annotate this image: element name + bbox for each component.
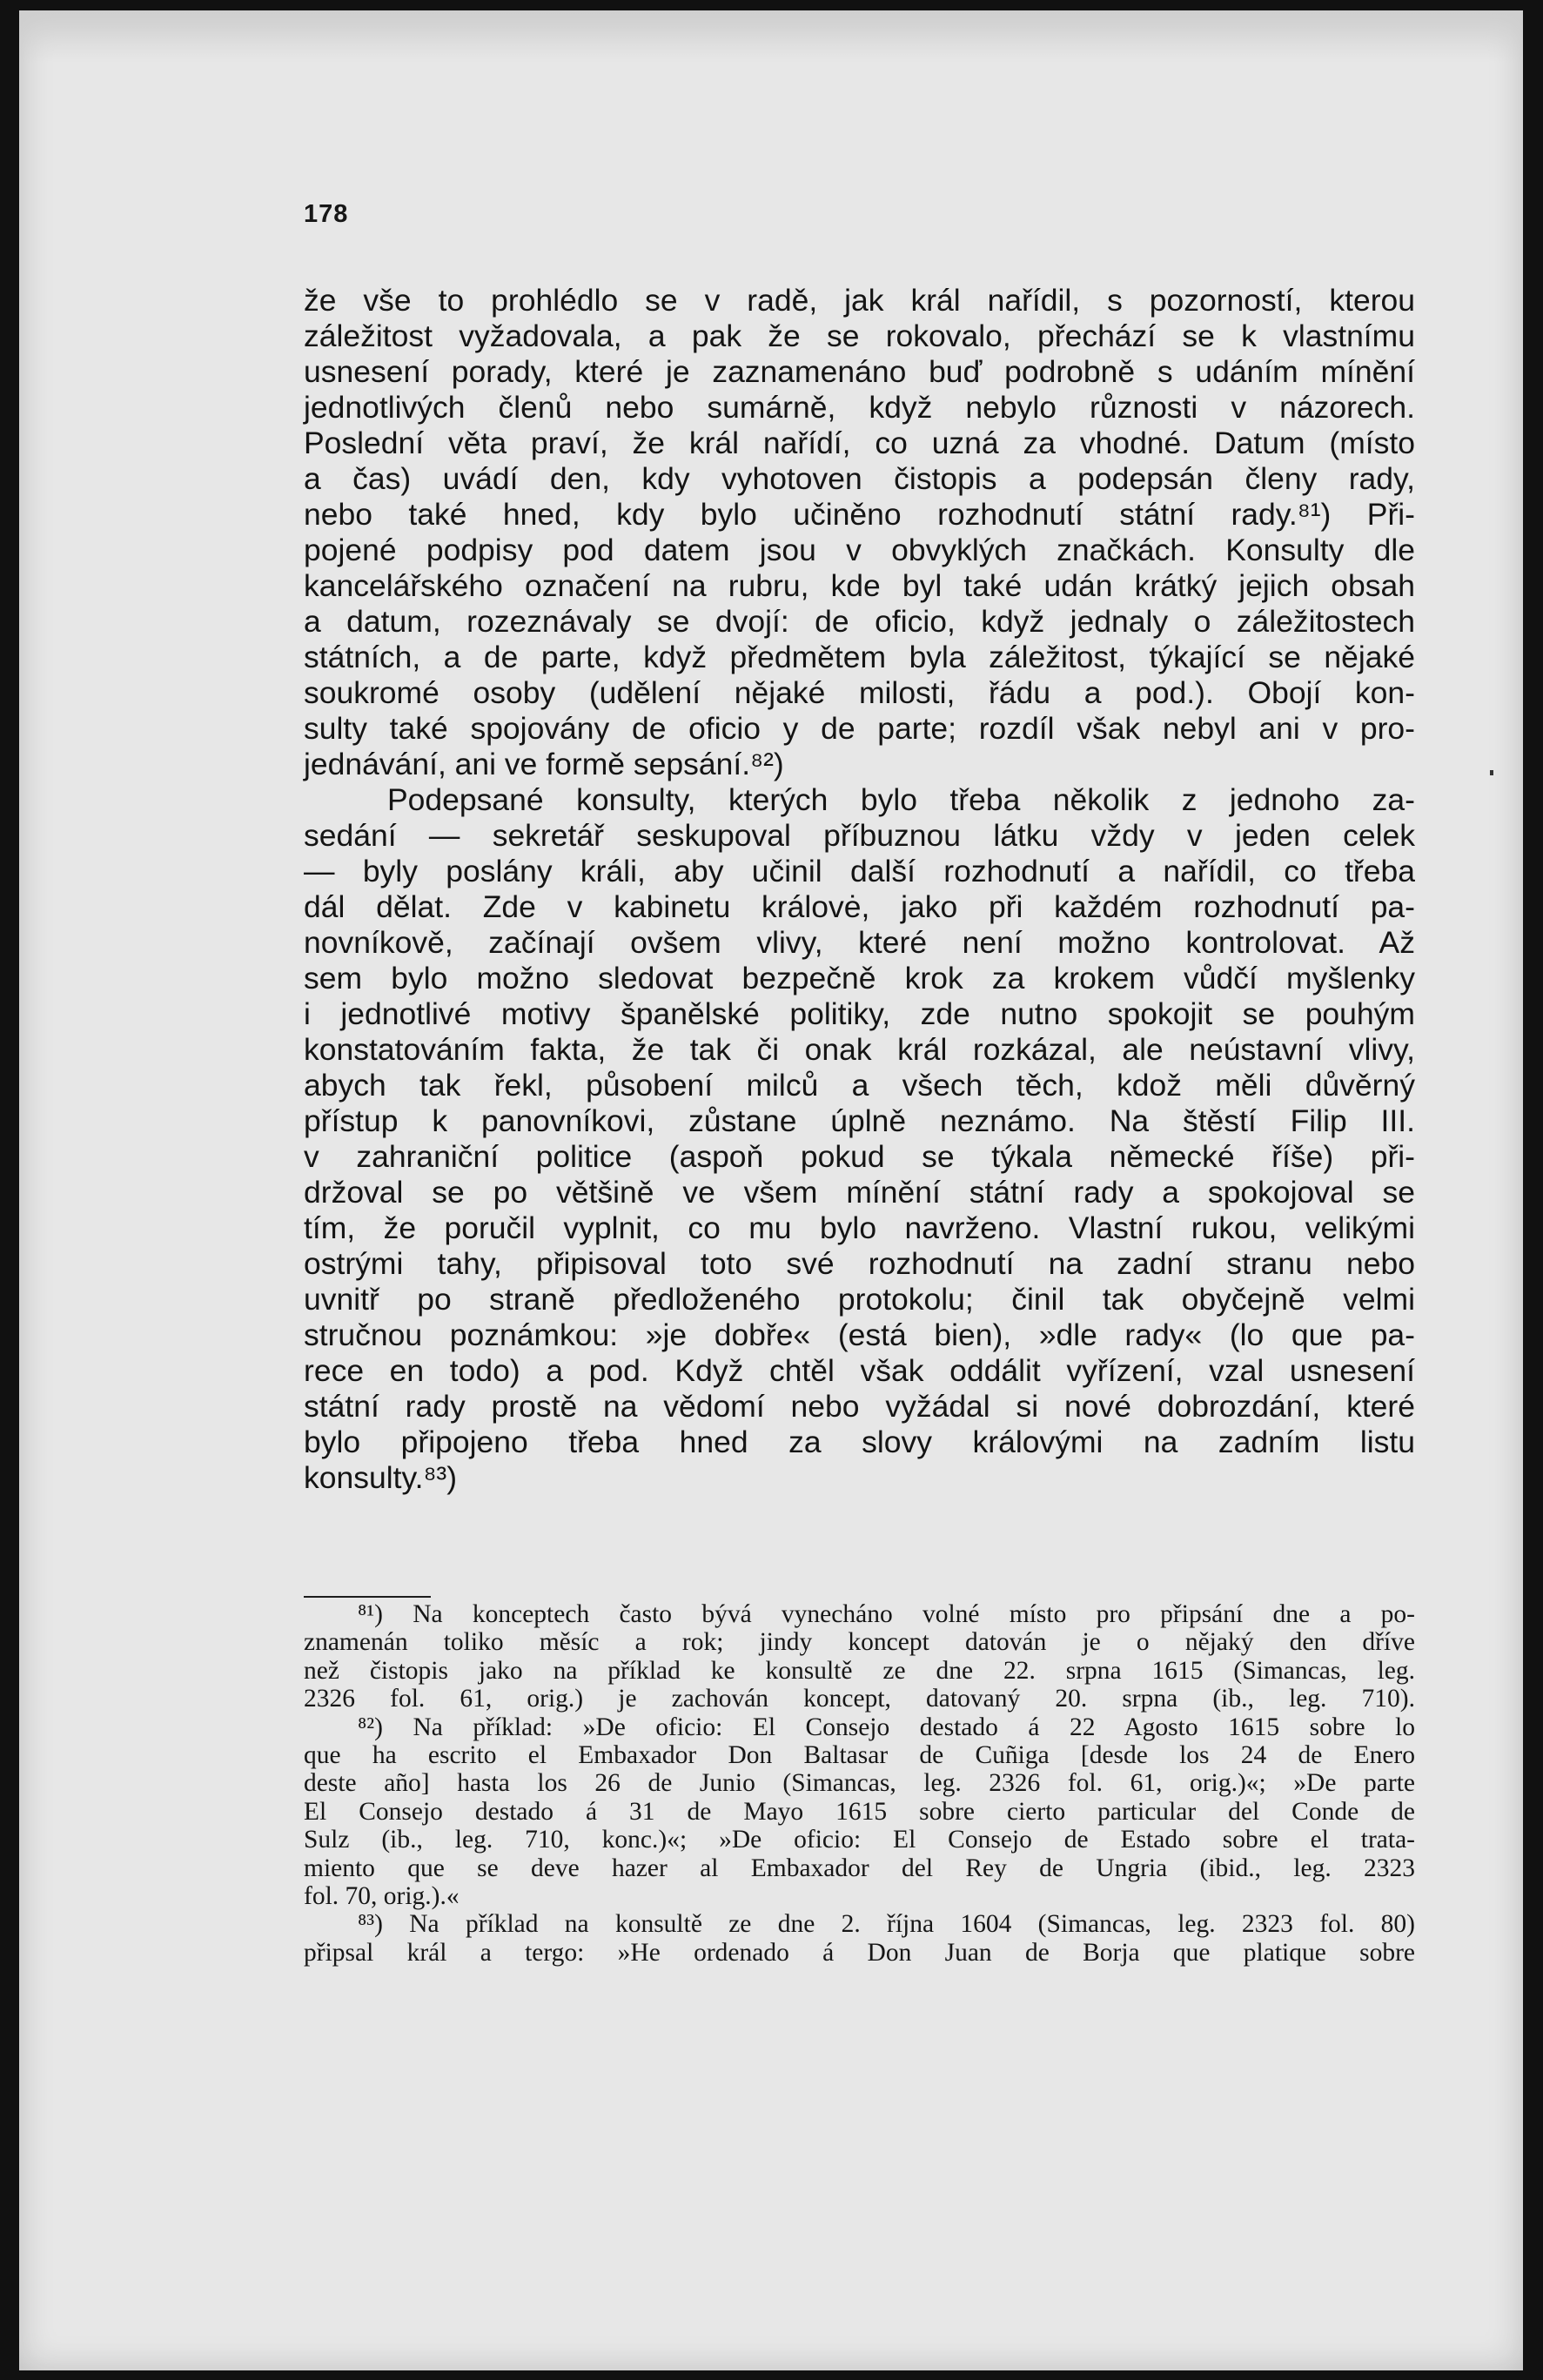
text-line: konsulty.⁸³) (304, 1460, 458, 1495)
text-line: dál dělat. Zde v kabinetu královė, jako při každém rozhodnutí pa- (304, 889, 1415, 924)
text-line: stručnou poznámkou: »je dobře« (está bien), »dle rady« (lo que pa- (304, 1317, 1415, 1352)
text-line: Podepsané konsulty, kterých bylo třeba několik z jednoho za- (387, 782, 1415, 817)
footnote-line: ⁸³) Na příklad na konsultě ze dne 2. října 1604 (Simancas, leg. 2323 fol. 80) (358, 1910, 1415, 1939)
main-text (304, 283, 1415, 1496)
text-line: že vše to prohlédlo se v radě, jak král nařídil, s pozorností, kterou (304, 283, 1415, 318)
footnote-line: ⁸¹) Na konceptech často bývá vynecháno volné místo pro připsání dne a po- (358, 1600, 1415, 1628)
text-line: státních, a de parte, když předmětem byla záležitost, týkající se nějaké (304, 640, 1415, 674)
text-line: kancelářského označení na rubru, kde byl také udán krátký jejich obsah (304, 568, 1415, 603)
paragraph-2 (304, 782, 1415, 1496)
text-line: a datum, rozeznávaly se dvojí: de oficio, když jednaly o záležitostech (304, 604, 1415, 639)
footnote-82 (304, 1713, 1415, 1911)
margin-speck (1490, 770, 1493, 775)
footnote-line: fol. 70, orig.).« (304, 1882, 460, 1911)
footnote-rule (304, 1596, 431, 1598)
text-line: — byly poslány králi, aby učinil další rozhodnutí a nařídil, co třeba (304, 854, 1415, 888)
text-line: abych tak řekl, působení milců a všech těch, kdož měli důvěrný (304, 1068, 1415, 1103)
footnote-line: Sulz (ib., leg. 710, konc.)«; »De oficio: El Consejo de Estado sobre el trata- (304, 1826, 1415, 1854)
footnote-line: deste año] hasta los 26 de Junio (Simancas, leg. 2326 fol. 61, orig.)«; »De parte (304, 1769, 1415, 1798)
text-line: jednávání, ani ve formě sepsání.⁸²) (304, 747, 784, 781)
footnote-83 (304, 1910, 1415, 1967)
footnote-line: El Consejo destado á 31 de Mayo 1615 sobre cierto particular del Conde de (304, 1797, 1415, 1826)
text-line: sulty také spojovány de oficio y de parte; rozdíl však nebyl ani v pro- (304, 711, 1415, 746)
scan-shadow (19, 10, 1523, 63)
text-line: i jednotlivé motivy španělské politiky, zde nutno spokojit se pouhým (304, 996, 1415, 1031)
text-line: sedání — sekretář seskupoval příbuznou látku vždy v jeden celek (304, 818, 1415, 853)
text-line: ostrými tahy, připisoval toto své rozhodnutí na zadní stranu nebo (304, 1246, 1415, 1281)
text-line: tím, že poručil vyplnit, co mu bylo navrženo. Vlastní rukou, velikými (304, 1210, 1415, 1245)
footnote-line: 2326 fol. 61, orig.) je zachován koncept, datovaný 20. srpna (ib., leg. 710). (304, 1685, 1415, 1713)
text-line: konstatováním fakta, že tak či onak král rozkázal, ale neústavní vlivy, (304, 1032, 1415, 1067)
footnote-line: než čistopis jako na příklad ke konsultě ze dne 22. srpna 1615 (Simancas, leg. (304, 1656, 1415, 1685)
footnote-line: miento que se deve hazer al Embaxador del Rey de Ungria (ibid., leg. 2323 (304, 1854, 1415, 1882)
text-line: pojené podpisy pod datem jsou v obvyklých značkách. Konsulty dle (304, 533, 1415, 567)
footnote-line: znamenán toliko měsíc a rok; jindy koncept datován je o nějaký den dříve (304, 1628, 1415, 1657)
text-line: držoval se po většině ve všem mínění státní rady a spokojoval se (304, 1175, 1415, 1210)
text-line: soukromé osoby (udělení nějaké milosti, řádu a pod.). Obojí kon- (304, 675, 1415, 710)
text-line: přístup k panovníkovi, zůstane úplně neznámo. Na štěstí Filip III. (304, 1103, 1415, 1138)
footnote-line: ⁸²) Na příklad: »De oficio: El Consejo destado á 22 Agosto 1615 sobre lo (358, 1713, 1415, 1741)
text-line: státní rady prostě na vědomí nebo vyžádal si nové dobrozdání, které (304, 1389, 1415, 1424)
footnote-81 (304, 1600, 1415, 1713)
text-line: záležitost vyžadovala, a pak že se rokovalo, přechází se k vlastnímu (304, 318, 1415, 353)
text-line: Poslední věta praví, že král nařídí, co uzná za vhodné. Datum (místo (304, 426, 1415, 460)
footnotes (304, 1600, 1415, 1967)
text-line: a čas) uvádí den, kdy vyhotoven čistopis a podepsán členy rady, (304, 461, 1415, 496)
text-line: v zahraniční politice (aspoň pokud se týkala německé říše) při- (304, 1139, 1415, 1174)
text-line: jednotlivých členů nebo sumárně, když nebylo různosti v názorech. (304, 390, 1415, 425)
text-line: rece en todo) a pod. Když chtěl však oddálit vyřízení, vzal usnesení (304, 1353, 1415, 1388)
page-number: 178 (304, 200, 349, 228)
text-line: sem bylo možno sledovat bezpečně krok za krokem vůdčí myšlenky (304, 961, 1415, 996)
footnote-line: připsal král a tergo: »He ordenado á Don Juan de Borja que platique sobre (304, 1938, 1415, 1967)
text-line: nebo také hned, kdy bylo učiněno rozhodnutí státní rady.⁸¹) Při- (304, 497, 1415, 532)
paragraph-1 (304, 283, 1415, 782)
text-line: uvnitř po straně předloženého protokolu; činil tak obyčejně velmi (304, 1282, 1415, 1317)
text-line: usnesení porady, které je zaznamenáno buď podrobně s udáním mínění (304, 354, 1415, 389)
text-line: bylo připojeno třeba hned za slovy královými na zadním listu (304, 1425, 1415, 1459)
text-line: novníkově, začínají ovšem vlivy, které není možno kontrolovat. Až (304, 925, 1415, 960)
footnote-line: que ha escrito el Embaxador Don Baltasar de Cuñiga [desde los 24 de Enero (304, 1741, 1415, 1770)
